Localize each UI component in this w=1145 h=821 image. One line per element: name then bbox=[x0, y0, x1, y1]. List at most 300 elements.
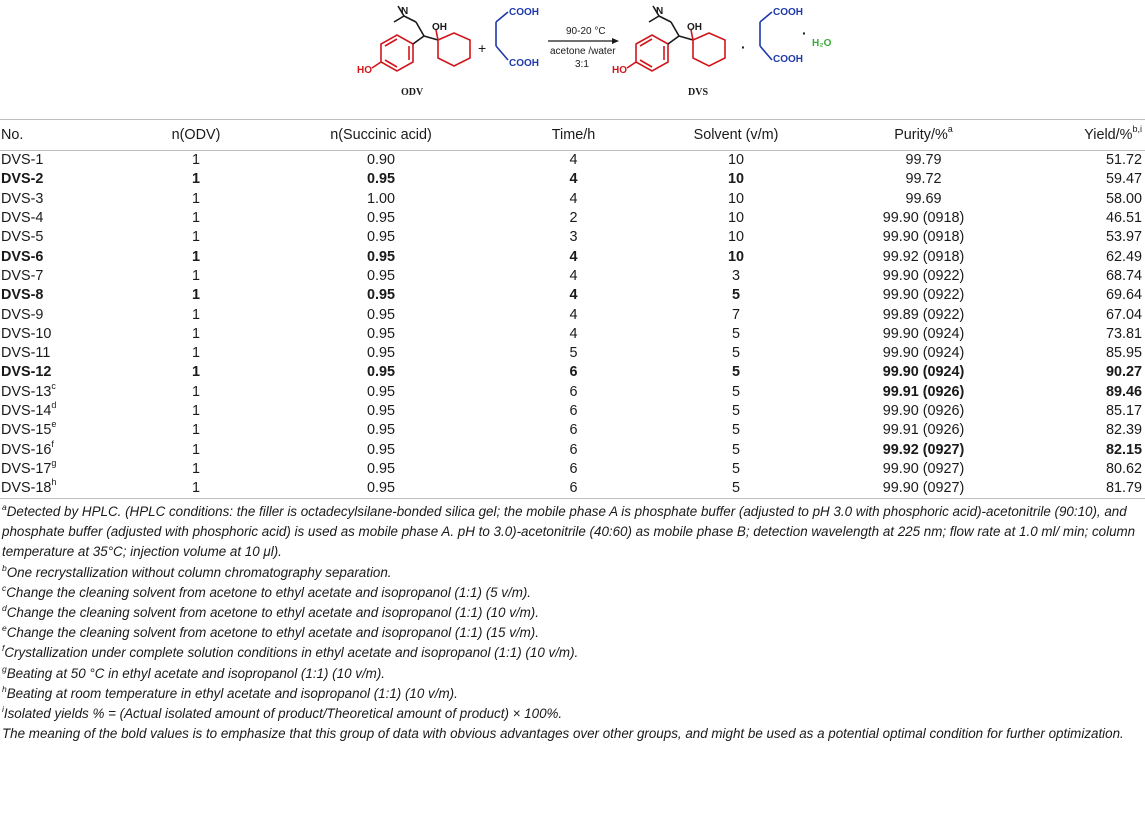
cell-sa-text: 0.95 bbox=[366, 441, 395, 458]
cell-yield bbox=[1011, 421, 1145, 440]
footnote-marker: c bbox=[2, 582, 7, 593]
header-yield bbox=[1011, 120, 1145, 151]
cell-yield bbox=[1011, 460, 1145, 479]
cell-sa bbox=[251, 344, 511, 363]
condition-temperature: 90-20 °C bbox=[566, 26, 606, 37]
footnote-marker: a bbox=[2, 502, 7, 512]
cell-odv bbox=[141, 228, 251, 247]
cell-no bbox=[0, 190, 141, 209]
cell-time-text: 6 bbox=[569, 403, 578, 419]
cell-odv bbox=[141, 363, 251, 382]
product-cooh-top: COOH bbox=[773, 7, 803, 18]
footnote bbox=[2, 684, 1142, 704]
cell-no-text: DVS-7 bbox=[1, 267, 44, 284]
footnote-marker: e bbox=[2, 623, 7, 634]
cell-no-text: DVS-1 bbox=[1, 152, 44, 169]
product-oh-label: OH bbox=[687, 22, 702, 33]
cell-sa bbox=[251, 383, 511, 402]
cell-purity bbox=[836, 151, 1011, 171]
cell-no-text: DVS-11 bbox=[1, 345, 51, 362]
footnote-text: Beating at room temperature in ethyl acetate and isopropanol (1:1) (10 v/m). bbox=[6, 685, 458, 701]
cell-sa-text: 0.95 bbox=[366, 383, 395, 400]
cell-purity bbox=[836, 170, 1011, 189]
cell-yield-text: 67.04 bbox=[1105, 306, 1142, 323]
cell-purity-text: 99.79 bbox=[905, 152, 942, 169]
footnote-marker: i bbox=[2, 704, 4, 715]
cell-yield-text: 82.39 bbox=[1105, 422, 1142, 439]
table-row bbox=[0, 344, 1145, 363]
cell-no-text: DVS-4 bbox=[1, 210, 44, 227]
cell-no-text: DVS-10 bbox=[1, 325, 52, 342]
footnote-text: Isolated yields % = (Actual isolated amount of product/Theoretical amount of product) × 100%. bbox=[3, 706, 563, 722]
cell-purity-text: 99.92 (0927) bbox=[882, 441, 965, 458]
cell-yield bbox=[1011, 363, 1145, 382]
cell-solvent-text: 3 bbox=[731, 267, 740, 284]
table-row bbox=[0, 209, 1145, 228]
cell-no bbox=[0, 170, 141, 189]
cell-solvent bbox=[636, 363, 836, 382]
cell-sa bbox=[251, 305, 511, 324]
cell-sa-text: 0.95 bbox=[366, 248, 395, 265]
header-purity-sup: a bbox=[947, 124, 953, 134]
table-row bbox=[0, 402, 1145, 421]
table-row bbox=[0, 383, 1145, 402]
cell-yield bbox=[1011, 190, 1145, 209]
cell-yield-text: 90.27 bbox=[1105, 364, 1142, 381]
cell-no bbox=[0, 286, 141, 305]
cell-solvent bbox=[636, 170, 836, 189]
cell-no-text: DVS-6 bbox=[1, 248, 44, 265]
cell-time-text: 4 bbox=[569, 171, 578, 188]
table-row bbox=[0, 228, 1145, 247]
arrow-head-icon bbox=[612, 38, 619, 44]
cell-sa bbox=[251, 286, 511, 305]
cell-odv-text: 1 bbox=[191, 190, 200, 207]
header-solvent: Solvent (v/m) bbox=[636, 120, 836, 151]
footnote-text: One recrystallization without column chromatography separation. bbox=[6, 564, 392, 580]
cell-purity bbox=[836, 440, 1011, 459]
cell-yield bbox=[1011, 247, 1145, 266]
cell-solvent-text: 10 bbox=[727, 210, 744, 227]
cell-odv bbox=[141, 383, 251, 402]
cell-solvent bbox=[636, 305, 836, 324]
cell-time bbox=[511, 460, 636, 479]
cell-time bbox=[511, 479, 636, 499]
cell-sa-text: 0.95 bbox=[366, 403, 395, 419]
cell-odv bbox=[141, 440, 251, 459]
footnote bbox=[2, 603, 1142, 623]
cell-time bbox=[511, 383, 636, 402]
table-row bbox=[0, 305, 1145, 324]
cell-sa bbox=[251, 440, 511, 459]
cell-purity bbox=[836, 402, 1011, 421]
cell-solvent bbox=[636, 151, 836, 171]
cell-yield-text: 80.62 bbox=[1105, 460, 1142, 477]
header-purity-text: Purity/% bbox=[894, 127, 948, 143]
cell-sa-text: 0.95 bbox=[366, 306, 395, 323]
cell-solvent bbox=[636, 209, 836, 228]
cell-purity-text: 99.89 (0922) bbox=[882, 306, 965, 323]
cell-sa bbox=[251, 151, 511, 171]
cell-solvent bbox=[636, 421, 836, 440]
cell-solvent-text: 5 bbox=[731, 383, 740, 400]
cell-purity bbox=[836, 344, 1011, 363]
footnote bbox=[2, 724, 1142, 744]
cell-purity bbox=[836, 228, 1011, 247]
cell-time bbox=[511, 286, 636, 305]
cell-time bbox=[511, 228, 636, 247]
cell-odv-text: 1 bbox=[191, 441, 200, 458]
cell-sa bbox=[251, 190, 511, 209]
header-n-odv: n(ODV) bbox=[141, 120, 251, 151]
row-footnote-marker: h bbox=[51, 477, 57, 488]
cell-odv bbox=[141, 402, 251, 421]
cell-solvent-text: 5 bbox=[731, 480, 740, 497]
cell-yield bbox=[1011, 209, 1145, 228]
cell-odv-text: 1 bbox=[191, 383, 200, 400]
cell-purity bbox=[836, 247, 1011, 266]
results-table bbox=[0, 119, 1145, 499]
cell-solvent bbox=[636, 228, 836, 247]
cell-time bbox=[511, 247, 636, 266]
cell-sa-text: 0.95 bbox=[366, 460, 395, 477]
cell-yield-text: 85.17 bbox=[1105, 403, 1142, 419]
cell-solvent-text: 5 bbox=[731, 287, 740, 304]
cell-sa-text: 0.95 bbox=[366, 287, 395, 304]
cell-solvent bbox=[636, 286, 836, 305]
cell-time bbox=[511, 344, 636, 363]
ho-label: HO bbox=[357, 65, 372, 76]
cell-sa bbox=[251, 228, 511, 247]
cell-solvent-text: 5 bbox=[731, 441, 740, 458]
header-purity bbox=[836, 120, 1011, 151]
reaction-scheme bbox=[0, 0, 1145, 118]
table-row bbox=[0, 151, 1145, 171]
cell-yield-text: 58.00 bbox=[1105, 190, 1142, 207]
cell-purity-text: 99.72 bbox=[905, 171, 942, 188]
cell-purity-text: 99.90 (0922) bbox=[882, 287, 965, 304]
cell-sa bbox=[251, 421, 511, 440]
cell-sa-text: 1.00 bbox=[366, 190, 395, 207]
cell-yield bbox=[1011, 170, 1145, 189]
cell-yield bbox=[1011, 402, 1145, 421]
cell-solvent-text: 5 bbox=[731, 403, 740, 419]
cell-odv-text: 1 bbox=[191, 171, 200, 188]
cell-yield-text: 73.81 bbox=[1105, 325, 1142, 342]
cell-time-text: 4 bbox=[569, 267, 578, 284]
cell-sa-text: 0.95 bbox=[366, 364, 395, 381]
cell-yield bbox=[1011, 479, 1145, 499]
odv-structure bbox=[372, 6, 470, 71]
cell-yield bbox=[1011, 383, 1145, 402]
odv-label: ODV bbox=[401, 87, 424, 98]
footnote-text: The meaning of the bold values is to emphasize that this group of data with obvious advantages over other groups, and might be used as a potential optimal condition for further optimization. bbox=[2, 726, 1124, 742]
cell-no bbox=[0, 479, 141, 499]
cell-time-text: 3 bbox=[569, 229, 578, 246]
cell-odv-text: 1 bbox=[191, 287, 200, 304]
dvs-structure bbox=[627, 6, 772, 71]
cell-no bbox=[0, 344, 141, 363]
cell-solvent bbox=[636, 383, 836, 402]
cell-no-text: DVS-9 bbox=[1, 306, 44, 323]
cell-no-text: DVS-8 bbox=[1, 287, 44, 304]
row-footnote-marker: f bbox=[51, 438, 54, 449]
cell-no bbox=[0, 247, 141, 266]
cell-yield-text: 68.74 bbox=[1105, 267, 1142, 284]
footnote bbox=[2, 643, 1142, 663]
table-row bbox=[0, 363, 1145, 382]
cell-odv-text: 1 bbox=[191, 306, 200, 323]
product-cooh-bottom: COOH bbox=[773, 54, 803, 65]
cell-no bbox=[0, 267, 141, 286]
cell-sa-text: 0.95 bbox=[366, 171, 395, 188]
cell-time-text: 4 bbox=[569, 248, 578, 265]
plus-sign: + bbox=[478, 40, 487, 56]
cell-time-text: 4 bbox=[569, 190, 578, 207]
cell-sa-text: 0.95 bbox=[366, 229, 395, 246]
cell-time-text: 2 bbox=[569, 210, 578, 227]
cell-sa-text: 0.90 bbox=[366, 152, 395, 169]
oh-label: OH bbox=[432, 22, 447, 33]
cell-no-text: DVS-17 bbox=[1, 460, 52, 477]
cell-odv bbox=[141, 247, 251, 266]
cell-odv-text: 1 bbox=[191, 480, 200, 497]
footnote-text: Change the cleaning solvent from acetone to ethyl acetate and isopropanol (1:1) (5 v/m). bbox=[6, 584, 532, 600]
cell-no-text: DVS-13 bbox=[1, 383, 52, 400]
cell-time-text: 6 bbox=[569, 460, 578, 477]
cell-odv bbox=[141, 209, 251, 228]
table-row bbox=[0, 440, 1145, 459]
row-footnote-marker: e bbox=[51, 419, 57, 430]
cell-yield-text: 69.64 bbox=[1105, 287, 1142, 304]
cell-yield bbox=[1011, 228, 1145, 247]
cell-odv-text: 1 bbox=[191, 403, 200, 419]
cell-time bbox=[511, 151, 636, 171]
table-row bbox=[0, 460, 1145, 479]
cell-time-text: 6 bbox=[569, 422, 578, 439]
cell-solvent-text: 10 bbox=[727, 229, 744, 246]
cell-no bbox=[0, 457, 141, 479]
cell-sa-text: 0.95 bbox=[366, 210, 395, 227]
cell-solvent bbox=[636, 440, 836, 459]
cell-sa bbox=[251, 460, 511, 479]
succinic-acid-structure bbox=[496, 12, 508, 60]
cell-purity-text: 99.90 (0922) bbox=[882, 267, 965, 284]
footnote-marker: h bbox=[2, 683, 7, 694]
cell-no bbox=[0, 402, 141, 421]
table-row bbox=[0, 267, 1145, 286]
cell-odv-text: 1 bbox=[191, 210, 200, 227]
cell-yield-text: 82.15 bbox=[1105, 441, 1142, 458]
cell-no-text: DVS-3 bbox=[1, 190, 44, 207]
cell-no-text: DVS-5 bbox=[1, 229, 44, 246]
cell-purity-text: 99.90 (0927) bbox=[882, 480, 965, 497]
cell-solvent bbox=[636, 402, 836, 421]
table-row bbox=[0, 421, 1145, 440]
row-footnote-marker: d bbox=[51, 400, 57, 410]
table-footnotes bbox=[2, 502, 1142, 744]
table-row bbox=[0, 247, 1145, 266]
cell-time-text: 4 bbox=[569, 325, 578, 342]
cell-time bbox=[511, 190, 636, 209]
product-ho-label: HO bbox=[612, 65, 627, 76]
cell-purity-text: 99.91 (0926) bbox=[882, 422, 965, 439]
footnote bbox=[2, 664, 1142, 684]
cell-purity bbox=[836, 209, 1011, 228]
cell-time-text: 5 bbox=[569, 345, 578, 362]
cell-odv-text: 1 bbox=[191, 229, 200, 246]
cell-purity-text: 99.69 bbox=[905, 190, 942, 207]
cell-yield-text: 53.97 bbox=[1105, 229, 1142, 246]
cell-time-text: 4 bbox=[569, 152, 578, 169]
cell-odv bbox=[141, 479, 251, 499]
cooh-label-top: COOH bbox=[509, 7, 539, 18]
header-n-succinic-acid: n(Succinic acid) bbox=[251, 120, 511, 151]
cell-time bbox=[511, 305, 636, 324]
cell-yield bbox=[1011, 325, 1145, 344]
cell-odv bbox=[141, 190, 251, 209]
cell-odv bbox=[141, 344, 251, 363]
cell-no-text: DVS-15 bbox=[1, 422, 52, 439]
cell-sa bbox=[251, 267, 511, 286]
cell-odv bbox=[141, 460, 251, 479]
dot-separator-2: · bbox=[802, 25, 807, 41]
cell-solvent bbox=[636, 325, 836, 344]
cell-time-text: 4 bbox=[569, 306, 578, 323]
cell-odv-text: 1 bbox=[191, 345, 200, 362]
cell-yield-text: 59.47 bbox=[1105, 171, 1142, 188]
cell-solvent bbox=[636, 344, 836, 363]
footnote bbox=[2, 623, 1142, 643]
cell-time bbox=[511, 440, 636, 459]
footnote bbox=[2, 583, 1142, 603]
cell-time-text: 6 bbox=[569, 364, 578, 381]
cell-solvent-text: 7 bbox=[731, 306, 740, 323]
cell-solvent-text: 10 bbox=[727, 190, 744, 207]
cell-yield bbox=[1011, 305, 1145, 324]
cell-solvent-text: 5 bbox=[731, 422, 740, 439]
footnote-text: Change the cleaning solvent from acetone to ethyl acetate and isopropanol (1:1) (10 v/m). bbox=[6, 605, 539, 621]
cell-solvent-text: 5 bbox=[731, 325, 740, 342]
cell-sa-text: 0.95 bbox=[366, 325, 395, 342]
cell-no-text: DVS-2 bbox=[1, 171, 44, 188]
cell-yield-text: 62.49 bbox=[1105, 248, 1142, 265]
cell-odv bbox=[141, 151, 251, 171]
cell-yield bbox=[1011, 267, 1145, 286]
cell-no bbox=[0, 440, 141, 459]
cell-odv bbox=[141, 286, 251, 305]
cell-time-text: 6 bbox=[569, 441, 578, 458]
cell-no bbox=[0, 151, 141, 171]
cell-yield-text: 85.95 bbox=[1105, 345, 1142, 362]
cell-solvent-text: 5 bbox=[731, 345, 740, 362]
footnote-marker: b bbox=[2, 562, 7, 573]
cell-odv-text: 1 bbox=[191, 460, 200, 477]
cell-sa-text: 0.95 bbox=[366, 422, 395, 439]
cell-no-text: DVS-18 bbox=[1, 480, 52, 497]
cell-solvent bbox=[636, 190, 836, 209]
dvs-label: DVS bbox=[688, 87, 709, 98]
cell-yield bbox=[1011, 344, 1145, 363]
cooh-label-bottom: COOH bbox=[509, 58, 539, 69]
cell-odv bbox=[141, 421, 251, 440]
cell-solvent-text: 10 bbox=[727, 248, 744, 265]
header-time: Time/h bbox=[511, 120, 636, 151]
cell-purity-text: 99.90 (0924) bbox=[882, 345, 965, 362]
footnote bbox=[2, 563, 1142, 583]
footnote-marker: f bbox=[2, 643, 5, 654]
cell-odv-text: 1 bbox=[191, 248, 200, 265]
cell-no bbox=[0, 363, 141, 382]
cell-no bbox=[0, 305, 141, 324]
header-yield-text: Yield/% bbox=[1084, 127, 1133, 143]
footnote-text: Detected by HPLC. (HPLC conditions: the filler is octadecylsilane-bonded silica gel; the mobile phase A is phosphate buffer (adjusted to pH 3.0 with phosphoric acid)-acetonitrile (90:10), and phosphate buffer (adjusted with phosphoric acid) is used as mobile phase A. pH to 3.0)-acetonitrile (40:60) as mobile phase B; detection wavelength at 225 nm; flow rate at 1.0 ml/ min; column temperature at 35°C; injection volume at 10 μl). bbox=[2, 504, 1136, 560]
cell-time bbox=[511, 363, 636, 382]
cell-sa bbox=[251, 247, 511, 266]
cell-no bbox=[0, 228, 141, 247]
dot-separator: · bbox=[741, 39, 746, 55]
cell-sa-text: 0.95 bbox=[366, 267, 395, 284]
cell-time bbox=[511, 421, 636, 440]
cell-solvent bbox=[636, 479, 836, 499]
cell-odv-text: 1 bbox=[191, 152, 200, 169]
cell-time-text: 6 bbox=[569, 480, 578, 497]
cell-odv bbox=[141, 325, 251, 344]
cell-time bbox=[511, 325, 636, 344]
footnote-marker: d bbox=[2, 603, 7, 614]
cell-solvent-text: 5 bbox=[731, 460, 740, 477]
cell-purity-text: 99.90 (0927) bbox=[882, 460, 965, 477]
cell-solvent bbox=[636, 460, 836, 479]
cell-yield-text: 81.79 bbox=[1105, 480, 1142, 497]
cell-time-text: 4 bbox=[569, 287, 578, 304]
cell-purity bbox=[836, 286, 1011, 305]
cell-sa bbox=[251, 363, 511, 382]
cell-no bbox=[0, 380, 141, 402]
cell-odv bbox=[141, 170, 251, 189]
footnote-text: Change the cleaning solvent from acetone to ethyl acetate and isopropanol (1:1) (15 v/m). bbox=[6, 625, 539, 641]
condition-solvent: acetone /water bbox=[550, 46, 616, 57]
cell-yield-text: 46.51 bbox=[1105, 210, 1142, 227]
cell-sa-text: 0.95 bbox=[366, 345, 395, 362]
cell-sa bbox=[251, 479, 511, 499]
cell-purity-text: 99.90 (0918) bbox=[882, 229, 965, 246]
cell-purity bbox=[836, 421, 1011, 440]
cell-solvent bbox=[636, 267, 836, 286]
condition-ratio: 3:1 bbox=[575, 59, 589, 70]
cell-no bbox=[0, 421, 141, 440]
cell-sa bbox=[251, 209, 511, 228]
cell-solvent-text: 10 bbox=[727, 171, 744, 188]
cell-purity-text: 99.90 (0926) bbox=[882, 403, 965, 419]
table-row bbox=[0, 479, 1145, 499]
footnote-marker: g bbox=[2, 663, 7, 674]
cell-sa bbox=[251, 170, 511, 189]
cell-purity bbox=[836, 325, 1011, 344]
cell-purity bbox=[836, 305, 1011, 324]
table-row bbox=[0, 190, 1145, 209]
cell-purity bbox=[836, 383, 1011, 402]
cell-yield bbox=[1011, 286, 1145, 305]
header-yield-sup: b,i bbox=[1132, 124, 1142, 134]
cell-purity bbox=[836, 190, 1011, 209]
cell-yield-text: 51.72 bbox=[1105, 152, 1142, 169]
footnote bbox=[2, 502, 1142, 563]
cell-purity bbox=[836, 479, 1011, 499]
cell-time bbox=[511, 402, 636, 421]
cell-purity bbox=[836, 363, 1011, 382]
cell-yield-text: 89.46 bbox=[1105, 383, 1142, 400]
